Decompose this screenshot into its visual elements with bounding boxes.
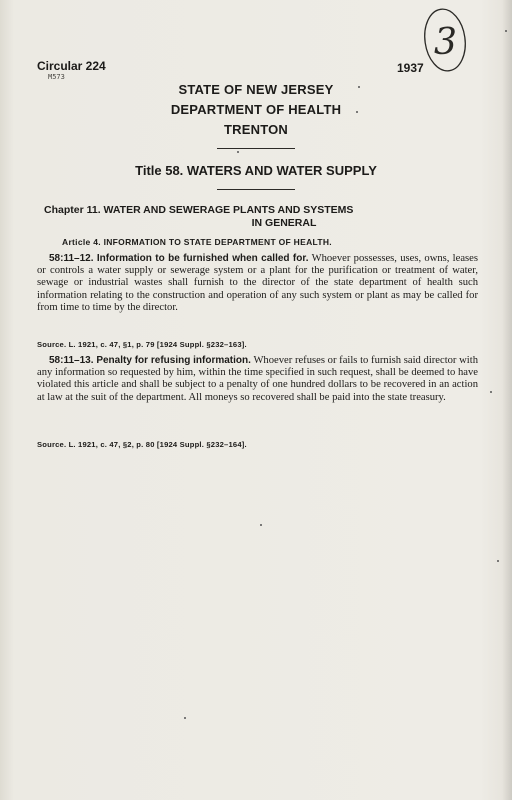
paper-speck [490, 391, 492, 393]
section-heading: 58:11–13. Penalty for refusing information. [49, 355, 251, 366]
header-rule [217, 148, 295, 149]
chapter-heading-line1: Chapter 11. WATER AND SEWERAGE PLANTS AND SYSTEMS [44, 204, 354, 216]
agency-department: DEPARTMENT OF HEALTH [170, 102, 342, 117]
chapter-heading-line2: IN GENERAL [251, 217, 317, 229]
title-rule [217, 189, 295, 190]
section-source: Source. L. 1921, c. 47, §1, p. 79 [1924 Suppl. §232–163]. [37, 340, 247, 349]
chapter-heading [44, 204, 484, 230]
paper-speck [505, 30, 507, 32]
paper-speck [237, 151, 239, 153]
handwritten-number: 3 [434, 22, 457, 63]
page-edge-shadow [502, 0, 512, 800]
circular-number: Circular 224 [37, 59, 106, 73]
paper-speck [356, 111, 358, 113]
section-paragraph [37, 355, 478, 404]
paper-speck [497, 560, 499, 562]
paper-speck [184, 717, 186, 719]
section-body: Whoever refuses or fails to furnish said director with any information so requested by him, within the time specified in such request, shall be deemed to have violated this article and shall be subject to a penalty of one hundred dollars to be recovered in an action at law at the suit of the department. All moneys so recovered shall be paid into the state treasury. [37, 355, 478, 403]
catalog-mark: M573 [48, 73, 65, 81]
section-heading: 58:11–12. Information to be furnished when called for. [49, 253, 309, 264]
publication-year: 1937 [397, 61, 424, 75]
section-source: Source. L. 1921, c. 47, §2, p. 80 [1924 Suppl. §232–164]. [37, 440, 247, 449]
agency-state: STATE OF NEW JERSEY [178, 82, 334, 97]
article-heading: Article 4. INFORMATION TO STATE DEPARTMENT OF HEALTH. [62, 237, 332, 247]
section-body: Whoever possesses, uses, owns, leases or controls a water supply or sewerage system or a plant for the purification or treatment of water, sewage or industrial wastes shall furnish to the director of the state department of health such information relating to the construction and operation of any such system or plant as may be called for from time to time by the director. [37, 253, 478, 313]
title-heading: Title 58. WATERS AND WATER SUPPLY [135, 163, 377, 178]
handwritten-number-mark [418, 4, 476, 76]
section-paragraph [37, 253, 478, 314]
paper-speck [358, 86, 360, 88]
paper-speck [260, 524, 262, 526]
agency-city: TRENTON [224, 122, 288, 137]
